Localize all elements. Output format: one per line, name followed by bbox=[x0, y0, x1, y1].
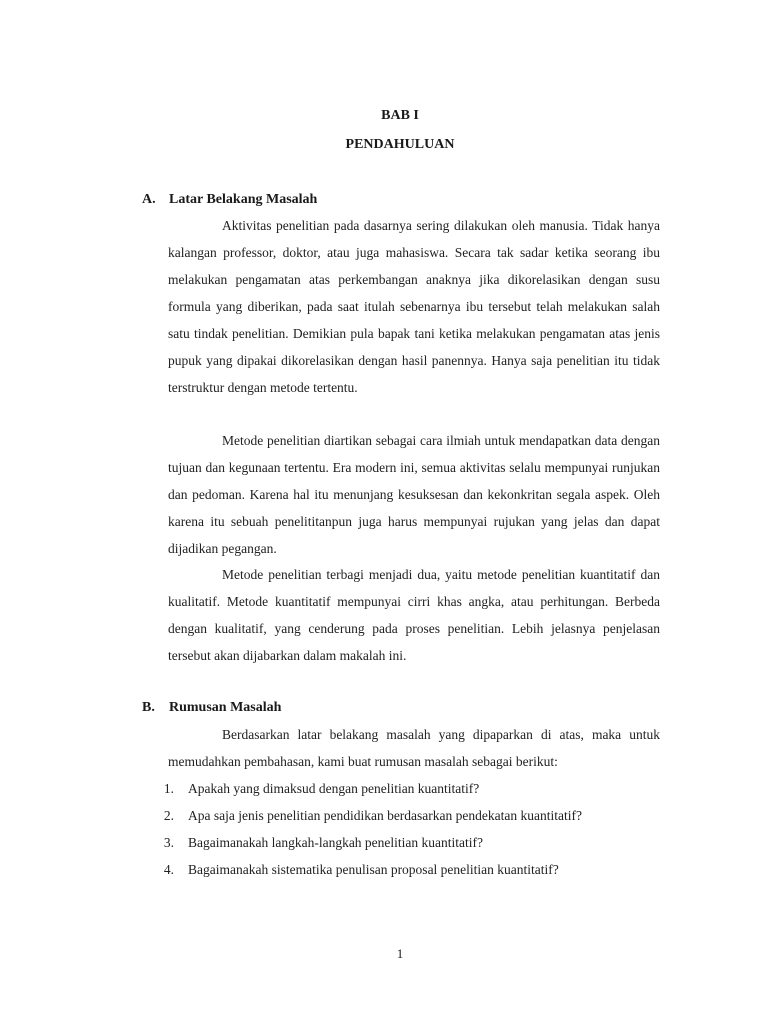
list-item-number: 1. bbox=[163, 781, 174, 796]
list-item bbox=[150, 775, 670, 802]
list-item bbox=[150, 802, 670, 829]
section-b-heading bbox=[142, 698, 281, 718]
list-item-number: 3. bbox=[163, 835, 174, 850]
paragraph-1: Aktivitas penelitian pada dasarnya sering dilakukan oleh manusia. Tidak hanya kalangan professor, doktor, atau juga mahasiswa. Secara tak sadar ketika seorang ibu melakukan pengamatan atas perkembangan anaknya jika dikorelasikan dengan susu formula yang diberikan, pada saat itulah sebenarnya ibu tersebut telah melakukan salah satu tindak penelitian. Demikian pula bapak tani ketika melakukan pengamatan atas jenis pupuk yang dipakai dikorelasikan dengan hasil panennya. Hanya saja penelitian itu tidak terstruktur dengan metode tertentu. bbox=[168, 218, 660, 395]
list-item-text: Apa saja jenis penelitian pendidikan berdasarkan pendekatan kuantitatif? bbox=[188, 808, 582, 823]
list-item-number: 2. bbox=[163, 808, 174, 823]
paragraph-2: Metode penelitian diartikan sebagai cara ilmiah untuk mendapatkan data dengan tujuan dan kegunaan tertentu. Era modern ini, semua aktivitas selalu mempunyai runjukan dan pedoman. Karena hal itu menunjang kesuksesan dan kekonkritan segala aspek. Oleh karena itu sebuah penelititanpun juga harus mempunyai rujukan yang jelas dan dapat dijadikan pegangan. bbox=[168, 433, 660, 556]
section-a-letter: A. bbox=[142, 192, 156, 207]
list-item-text: Apakah yang dimaksud dengan penelitian kuantitatif? bbox=[188, 781, 480, 796]
list-item-text: Bagaimanakah sistematika penulisan proposal penelitian kuantitatif? bbox=[188, 862, 559, 877]
list-item bbox=[150, 856, 670, 883]
list-item-number: 4. bbox=[163, 862, 174, 877]
list-item bbox=[150, 829, 670, 856]
section-a-title: Latar Belakang Masalah bbox=[169, 192, 318, 207]
problem-list bbox=[150, 775, 670, 883]
page-number: 1 bbox=[396, 946, 404, 961]
paragraph-3: Metode penelitian terbagi menjadi dua, yaitu metode penelitian kuantitatif dan kualitatif. Metode kuantitatif mempunyai cirri khas angka, atau perhitungan. Berbeda dengan kualitatif, yang cenderung pada proses penelitian. Lebih jelasnya penjelasan tersebut akan dijabarkan dalam makalah ini. bbox=[168, 567, 660, 663]
list-item-text: Bagaimanakah langkah-langkah penelitian kuantitatif? bbox=[188, 835, 484, 850]
chapter-number: BAB I bbox=[381, 108, 419, 123]
section-a-heading bbox=[142, 190, 317, 210]
section-b-letter: B. bbox=[142, 700, 155, 715]
paragraph-4: Berdasarkan latar belakang masalah yang dipaparkan di atas, maka untuk memudahkan pembahasan, kami buat rumusan masalah sebagai berikut: bbox=[168, 727, 660, 769]
section-b-title: Rumusan Masalah bbox=[169, 700, 282, 715]
chapter-title: PENDAHULUAN bbox=[345, 137, 455, 152]
